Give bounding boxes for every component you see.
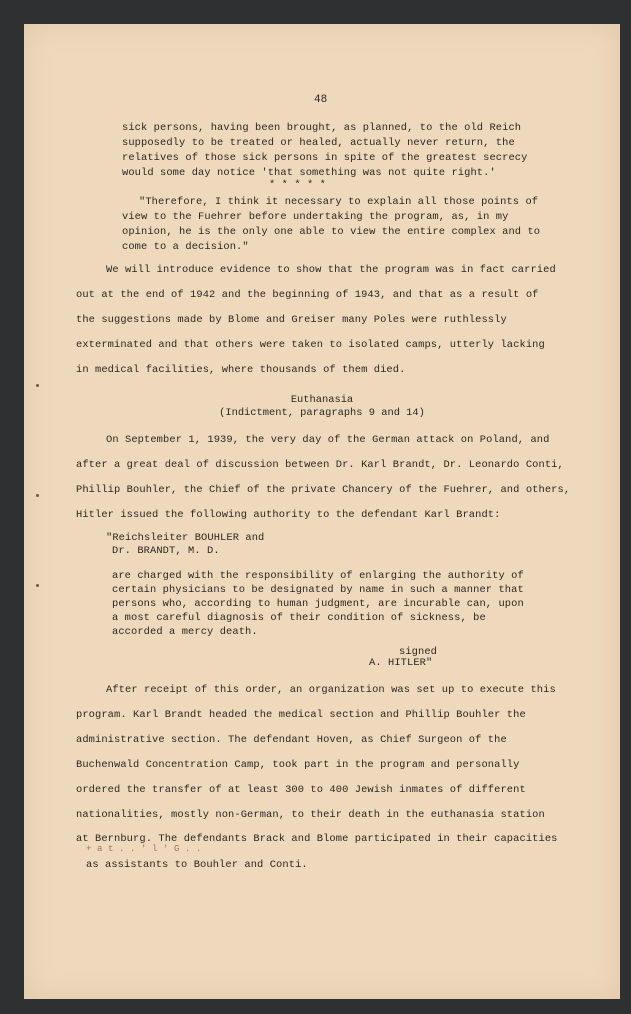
body-line: On September 1, 1939, the very day of the German attack on Poland, and bbox=[106, 434, 550, 446]
body-line: Hitler issued the following authority to the defendant Karl Brandt: bbox=[76, 509, 501, 521]
order-line: persons who, according to human judgment, are incurable can, upon bbox=[112, 598, 524, 610]
order-addressee: "Reichsleiter BOUHLER and bbox=[106, 532, 265, 544]
section-heading: Euthanasia bbox=[290, 394, 354, 406]
quote-line: relatives of those sick persons in spite of the greatest secrecy bbox=[122, 152, 528, 164]
quote-line: would some day notice 'that something was not quite right.' bbox=[122, 167, 496, 179]
order-line: a most careful diagnosis of their condition of sickness, be bbox=[112, 612, 486, 624]
body-line: program. Karl Brandt headed the medical section and Phillip Bouhler the bbox=[76, 709, 526, 721]
punch-mark bbox=[36, 494, 39, 497]
body-line: out at the end of 1942 and the beginning of 1943, and that as a result of bbox=[76, 289, 539, 301]
body-line: nationalities, mostly non-German, to their death in the euthanasia station bbox=[76, 809, 545, 821]
bleed-through-text: + a t . . ' l ' G . . bbox=[86, 844, 202, 854]
document-page bbox=[24, 24, 620, 999]
punch-mark bbox=[36, 384, 39, 387]
quote-line: view to the Fuehrer before undertaking the program, as, in my bbox=[122, 211, 509, 223]
body-line: We will introduce evidence to show that the program was in fact carried bbox=[106, 264, 556, 276]
punch-mark bbox=[36, 584, 39, 587]
body-line: the suggestions made by Blome and Greiser many Poles were ruthlessly bbox=[76, 314, 507, 326]
body-line: Buchenwald Concentration Camp, took part in the program and personally bbox=[76, 759, 520, 771]
order-line: are charged with the responsibility of enlarging the authority of bbox=[112, 570, 524, 582]
order-addressee: Dr. BRANDT, M. D. bbox=[112, 545, 220, 557]
page-number: 48 bbox=[314, 94, 328, 106]
quote-line: opinion, he is the only one able to view the entire complex and to bbox=[122, 226, 541, 238]
signature-name: A. HITLER" bbox=[369, 657, 433, 669]
section-stars: * * * * * bbox=[269, 179, 327, 191]
quote-line: sick persons, having been brought, as planned, to the old Reich bbox=[122, 122, 522, 134]
body-line: After receipt of this order, an organization was set up to execute this bbox=[106, 684, 556, 696]
body-line: at Bernburg. The defendants Brack and Blome participated in their capacities bbox=[76, 833, 558, 845]
section-subheading: (Indictment, paragraphs 9 and 14) bbox=[219, 407, 425, 419]
body-line: in medical facilities, where thousands of them died. bbox=[76, 364, 406, 376]
body-line: ordered the transfer of at least 300 to 400 Jewish inmates of different bbox=[76, 784, 526, 796]
order-line: accorded a mercy death. bbox=[112, 626, 258, 638]
quote-line: supposedly to be treated or healed, actually never return, the bbox=[122, 137, 515, 149]
body-line: administrative section. The defendant Hoven, as Chief Surgeon of the bbox=[76, 734, 507, 746]
body-line: as assistants to Bouhler and Conti. bbox=[86, 859, 308, 871]
body-line: after a great deal of discussion between Dr. Karl Brandt, Dr. Leonardo Conti, bbox=[76, 459, 564, 471]
body-line: Phillip Bouhler, the Chief of the private Chancery of the Fuehrer, and others, bbox=[76, 484, 571, 496]
quote-line: "Therefore, I think it necessary to explain all those points of bbox=[139, 196, 539, 208]
order-line: certain physicians to be designated by name in such a manner that bbox=[112, 584, 524, 596]
quote-line: come to a decision." bbox=[122, 241, 249, 253]
signature-label: signed bbox=[399, 646, 438, 658]
body-line: exterminated and that others were taken to isolated camps, utterly lacking bbox=[76, 339, 545, 351]
